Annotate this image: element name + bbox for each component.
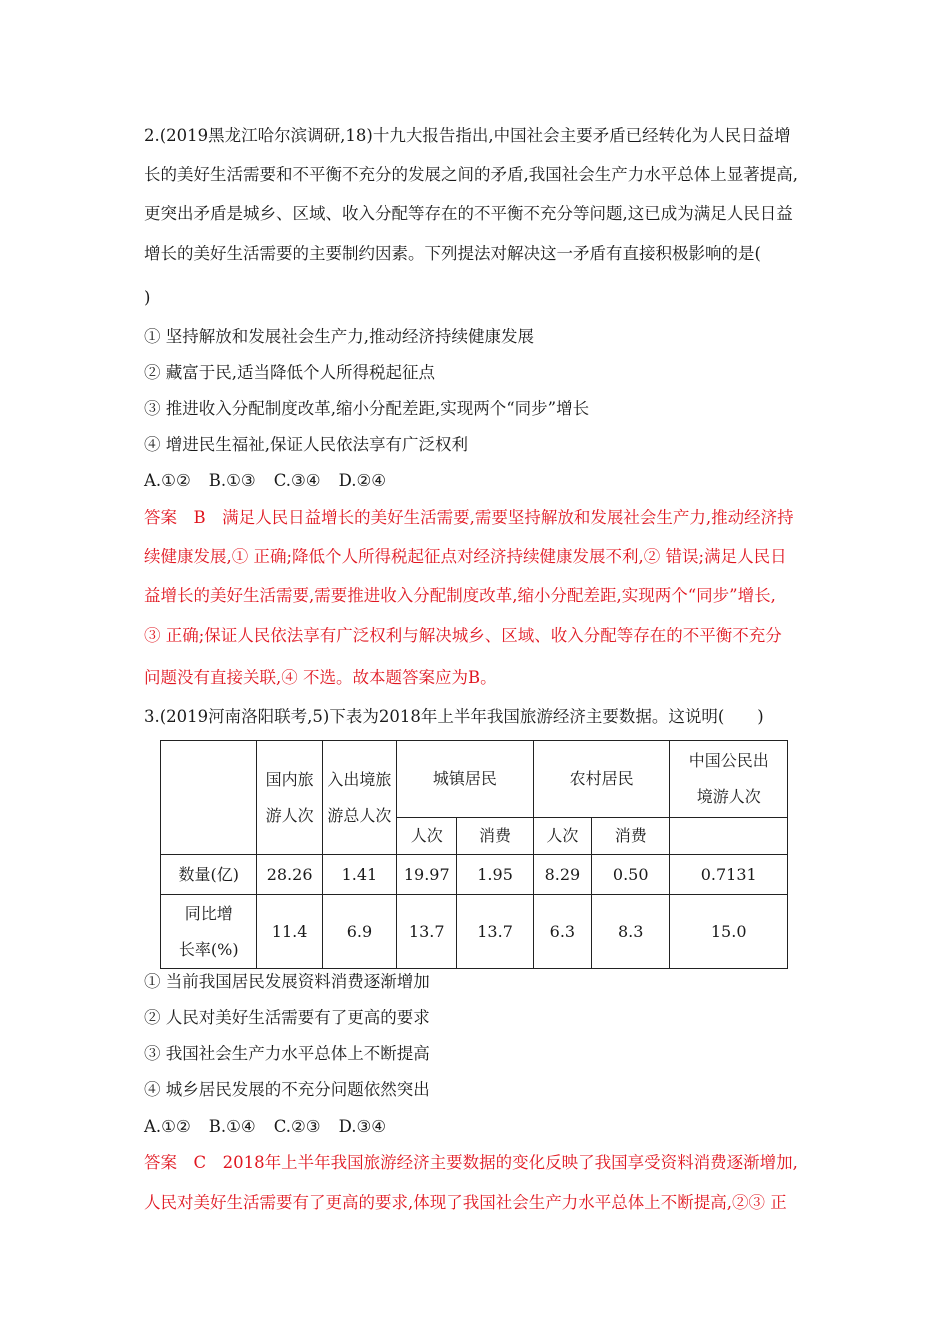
tourism-data-table: [160, 740, 788, 969]
q2-item-1: ① 坚持解放和发展社会生产力,推动经济持续健康发展: [144, 327, 534, 346]
q2-option-b: B.①③: [208, 471, 256, 490]
subheader-urban-spending: 消费: [457, 818, 533, 855]
q2-answer-line-1: 答案 B 满足人民日益增长的美好生活需要,需要坚持解放和发展社会生产力,推动经济持: [144, 508, 794, 527]
q3-stem: 3.(2019河南洛阳联考,5)下表为2018年上半年我国旅游经济主要数据。这说明( ): [144, 707, 764, 726]
table-cell: 13.7: [457, 895, 533, 969]
row-label-growth-rate: 同比增 长率(%): [161, 895, 257, 969]
q3-item-2: ② 人民对美好生活需要有了更高的要求: [144, 1008, 430, 1027]
q3-option-a: A.①②: [144, 1117, 191, 1136]
q3-option-c: C.②③: [273, 1117, 321, 1136]
header-urban-residents: 城镇居民: [397, 741, 534, 818]
q2-stem-line-3: 更突出矛盾是城乡、区域、收入分配等存在的不平衡不充分等问题,这已成为满足人民日益: [144, 204, 793, 223]
q3-answer-line-1: 答案 C 2018年上半年我国旅游经济主要数据的变化反映了我国享受资料消费逐渐增加,: [144, 1153, 798, 1172]
q2-stem-line-5: ): [144, 288, 151, 307]
q2-stem-line-1: 2.(2019黑龙江哈尔滨调研,18)十九大报告指出,中国社会主要矛盾已经转化为人民日益增: [144, 126, 791, 145]
q2-item-3: ③ 推进收入分配制度改革,缩小分配差距,实现两个“同步”增长: [144, 399, 590, 418]
q3-option-d: D.③④: [338, 1117, 387, 1136]
q2-option-a: A.①②: [144, 471, 191, 490]
subheader-urban-trips: 人次: [397, 818, 457, 855]
table-cell: 6.9: [322, 895, 396, 969]
table-cell: 8.3: [592, 895, 670, 969]
q3-item-3: ③ 我国社会生产力水平总体上不断提高: [144, 1044, 430, 1063]
table-cell: 0.50: [592, 855, 670, 895]
subheader-empty: [670, 818, 788, 855]
header-rural-residents: 农村居民: [533, 741, 670, 818]
table-cell: 0.7131: [670, 855, 788, 895]
q3-item-4: ④ 城乡居民发展的不充分问题依然突出: [144, 1080, 430, 1099]
q2-stem-line-4: 增长的美好生活需要的主要制约因素。下列提法对解决这一矛盾有直接积极影响的是(: [144, 244, 761, 263]
q2-item-2: ② 藏富于民,适当降低个人所得税起征点: [144, 363, 435, 382]
table-cell: 11.4: [257, 895, 322, 969]
q3-options: [144, 1116, 404, 1138]
q3-item-1: ① 当前我国居民发展资料消费逐渐增加: [144, 972, 430, 991]
table-cell: 8.29: [533, 855, 591, 895]
q2-option-c: C.③④: [273, 471, 321, 490]
q2-answer-line-3: 益增长的美好生活需要,需要推进收入分配制度改革,缩小分配差距,实现两个“同步”增长,: [144, 586, 776, 605]
subheader-rural-trips: 人次: [533, 818, 591, 855]
q2-answer-line-5: 问题没有直接关联,④ 不选。故本题答案应为B。: [144, 668, 497, 687]
q3-option-b: B.①④: [208, 1117, 256, 1136]
table-cell: 1.95: [457, 855, 533, 895]
table-cell: 13.7: [397, 895, 457, 969]
q3-answer-line-2: 人民对美好生活需要有了更高的要求,体现了我国社会生产力水平总体上不断提高,②③ 正: [144, 1193, 787, 1212]
table-cell: 6.3: [533, 895, 591, 969]
q2-answer-line-4: ③ 正确;保证人民依法享有广泛权利与解决城乡、区域、收入分配等存在的不平衡不充分: [144, 626, 782, 645]
table-cell: 1.41: [322, 855, 396, 895]
subheader-rural-spending: 消费: [592, 818, 670, 855]
row-label-quantity: 数量(亿): [161, 855, 257, 895]
table-corner-cell: [161, 741, 257, 855]
q2-options: [144, 470, 404, 492]
q2-answer-line-2: 续健康发展,① 正确;降低个人所得税起征点对经济持续健康发展不利,② 错误;满足人民日: [144, 547, 787, 566]
q2-stem-line-2: 长的美好生活需要和不平衡不充分的发展之间的矛盾,我国社会生产力水平总体上显著提高,: [144, 165, 798, 184]
table-cell: 15.0: [670, 895, 788, 969]
header-domestic-trips: 国内旅 游人次: [257, 741, 322, 855]
header-outbound-citizens: 中国公民出 境游人次: [670, 741, 788, 818]
table-cell: 19.97: [397, 855, 457, 895]
table-cell: 28.26: [257, 855, 322, 895]
header-inbound-outbound-trips: 入出境旅 游总人次: [322, 741, 396, 855]
q2-option-d: D.②④: [338, 471, 387, 490]
q2-item-4: ④ 增进民生福祉,保证人民依法享有广泛权利: [144, 435, 468, 454]
